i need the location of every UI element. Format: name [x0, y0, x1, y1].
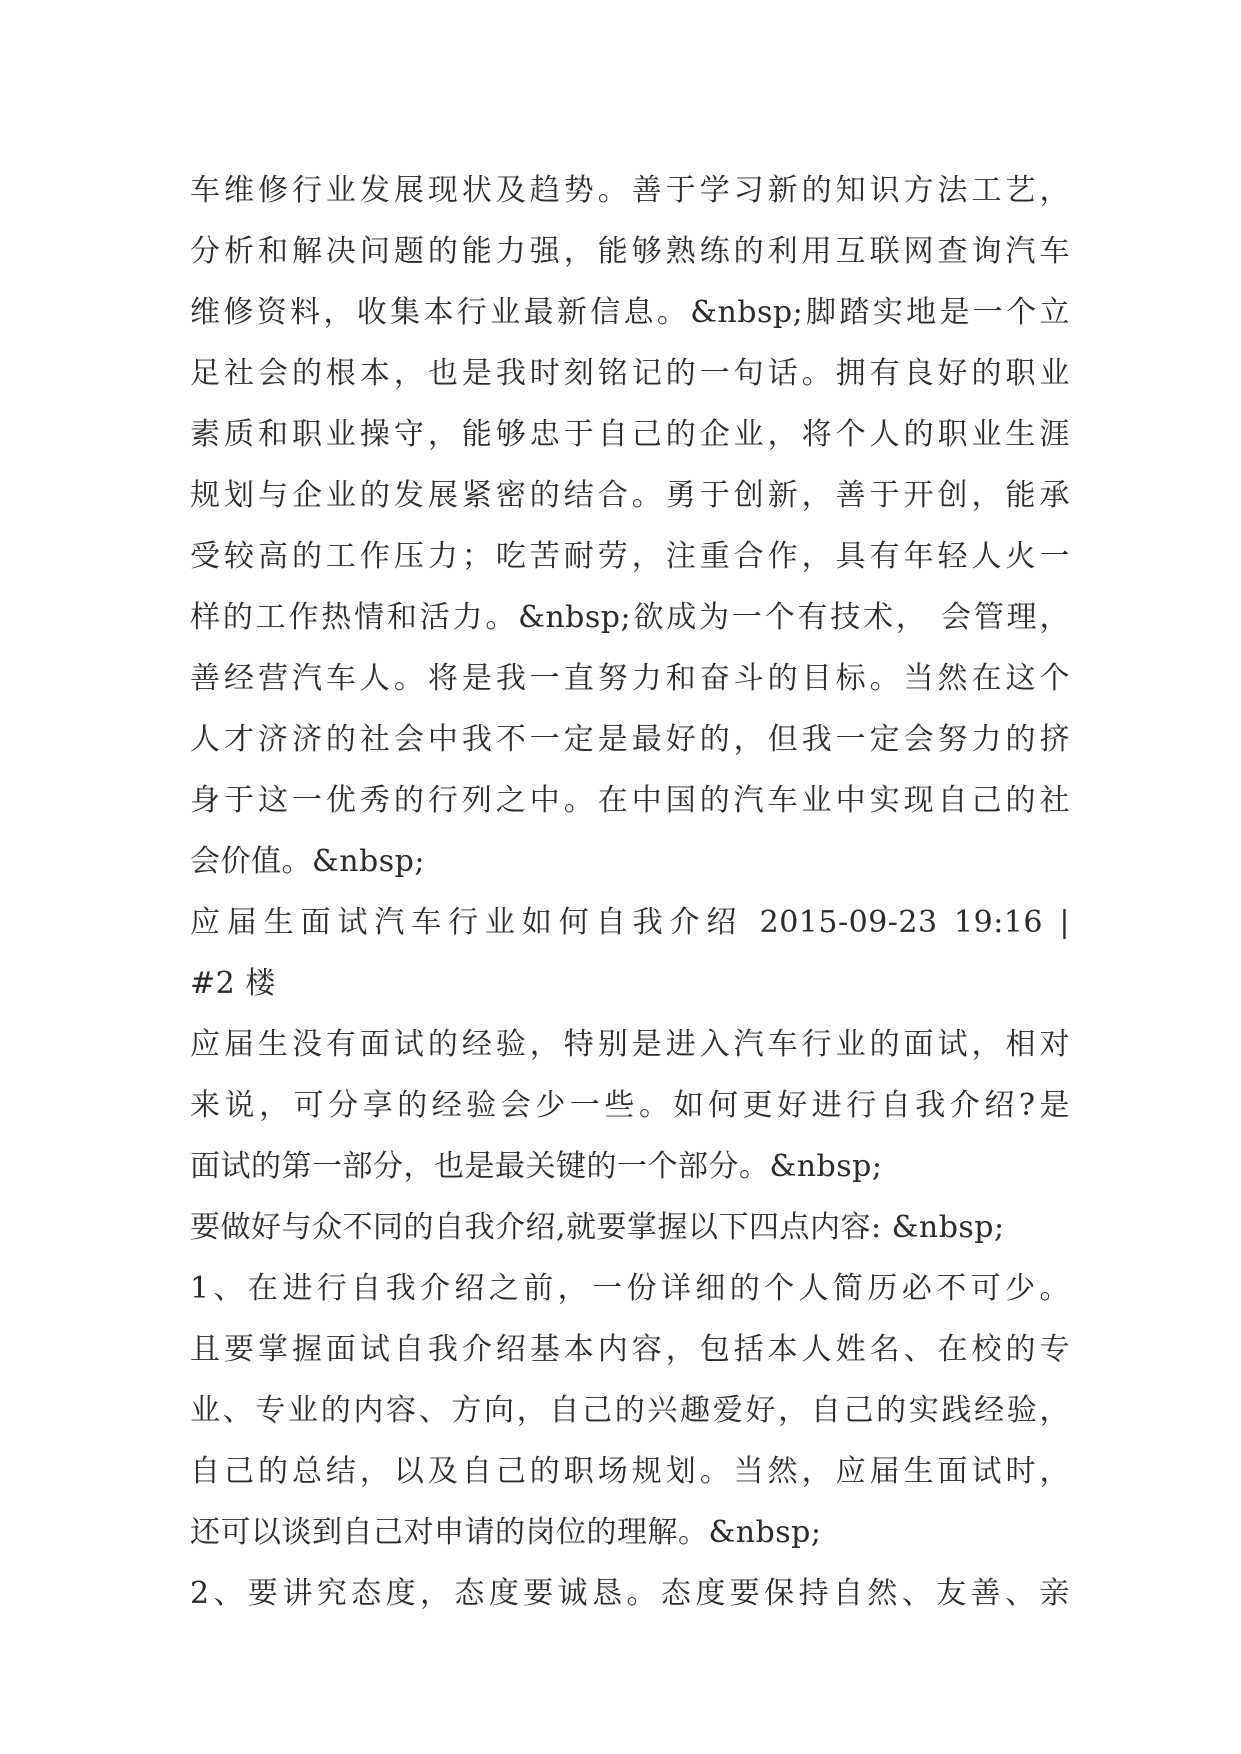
text-line: 样的工作热情和活力。&nbsp;欲成为一个有技术， 会管理，: [190, 600, 1070, 635]
text-line: 自己的总结，以及自己的职场规划。当然，应届生面试时，: [190, 1454, 1070, 1489]
text-line: 要做好与众不同的自我介绍,就要掌握以下四点内容: &nbsp;: [190, 1210, 1005, 1245]
text-line: 善经营汽车人。将是我一直努力和奋斗的目标。当然在这个: [190, 661, 1070, 696]
text-line: 受较高的工作压力；吃苦耐劳，注重合作，具有年轻人火一: [190, 539, 1070, 574]
text-line: 应届生没有面试的经验，特别是进入汽车行业的面试，相对: [190, 1027, 1070, 1062]
text-line: 足社会的根本，也是我时刻铭记的一句话。拥有良好的职业: [190, 356, 1070, 391]
text-line: 维修资料，收集本行业最新信息。&nbsp;脚踏实地是一个立: [190, 295, 1070, 330]
floor-label: #2 楼: [190, 966, 276, 1001]
text-line: 来说，可分享的经验会少一些。如何更好进行自我介绍?是: [190, 1088, 1070, 1123]
text-line: 规划与企业的发展紧密的结合。勇于创新，善于开创，能承: [190, 478, 1070, 513]
text-line: 面试的第一部分，也是最关键的一个部分。&nbsp;: [190, 1149, 883, 1184]
text-line: 车维修行业发展现状及趋势。善于学习新的知识方法工艺，: [190, 173, 1070, 208]
text-line: 素质和职业操守，能够忠于自己的企业，将个人的职业生涯: [190, 417, 1070, 452]
text-line: 人才济济的社会中我不一定是最好的，但我一定会努力的挤: [190, 722, 1070, 757]
text-line: 身于这一优秀的行列之中。在中国的汽车业中实现自己的社: [190, 783, 1070, 818]
text-line: 1、在进行自我介绍之前，一份详细的个人简历必不可少。: [190, 1271, 1070, 1306]
text-line: 会价值。&nbsp;: [190, 844, 425, 879]
text-line: 业、专业的内容、方向，自己的兴趣爱好，自己的实践经验，: [190, 1393, 1070, 1428]
text-line: 2、要讲究态度，态度要诚恳。态度要保持自然、友善、亲: [190, 1576, 1070, 1611]
text-line: 还可以谈到自己对申请的岗位的理解。&nbsp;: [190, 1515, 822, 1550]
document-body: [190, 160, 1070, 1624]
post-heading: 应届生面试汽车行业如何自我介绍 2015-09-23 19:16 |: [190, 905, 1070, 940]
text-line: 分析和解决问题的能力强，能够熟练的利用互联网查询汽车: [190, 234, 1070, 269]
text-line: 且要掌握面试自我介绍基本内容，包括本人姓名、在校的专: [190, 1332, 1070, 1367]
